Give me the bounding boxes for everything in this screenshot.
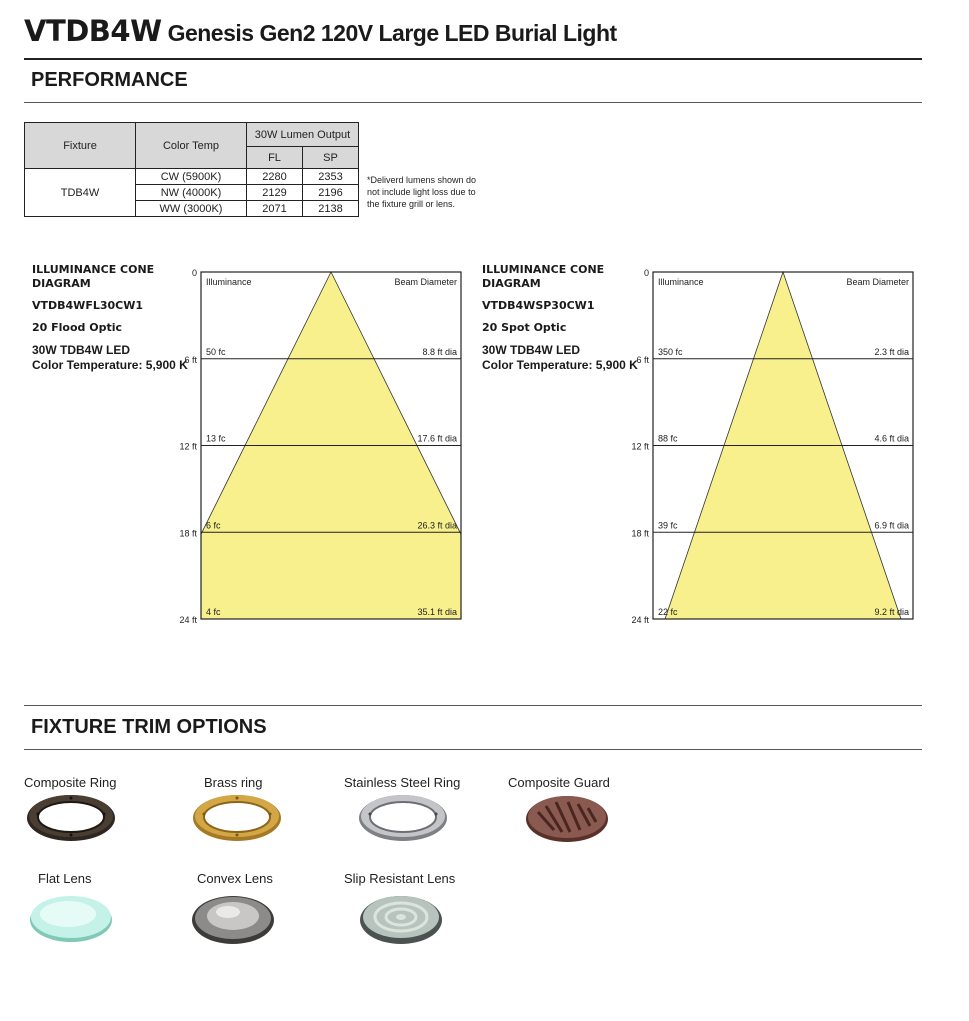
cone-info-spot: [482, 263, 638, 373]
table-cell-temp: NW (4000K): [136, 185, 247, 201]
trim-label: Stainless Steel Ring: [344, 775, 461, 790]
beam-diameter-value: 26.3 ft dia: [417, 520, 457, 531]
beam-diameter-value: 4.6 ft dia: [874, 433, 909, 444]
beam-diameter-value: 9.2 ft dia: [874, 607, 909, 617]
cone-heading: ILLUMINANCE CONE DIAGRAM: [32, 263, 155, 290]
lumen-note: *Deliverd lumens shown do not include light loss due to the fixture grill or lens.: [367, 175, 477, 209]
trim-label: Convex Lens: [197, 871, 273, 886]
table-header-output: 30W Lumen Output: [247, 123, 359, 147]
cone-led: 30W TDB4W LED: [32, 343, 131, 357]
model-number: VTDB4W: [24, 14, 162, 48]
cone-color-temp: Color Temperature: 5,900 K: [482, 358, 638, 372]
cone-info-flood: [32, 263, 188, 373]
distance-tick-label: 6 ft: [184, 354, 197, 365]
column-label-beam-diameter: Beam Diameter: [846, 277, 909, 287]
beam-diameter-value: 35.1 ft dia: [417, 607, 457, 617]
brass-ring-icon: [190, 792, 284, 844]
table-header-color-temp: Color Temp: [136, 123, 247, 169]
distance-tick-label: 18 ft: [631, 528, 649, 539]
beam-diameter-value: 6.9 ft dia: [874, 520, 909, 531]
distance-tick-label: 24 ft: [179, 615, 197, 625]
trim-label: Brass ring: [204, 775, 263, 790]
lumen-output-table: [24, 122, 359, 217]
table-header-fixture: Fixture: [25, 123, 136, 169]
composite-guard-icon: [524, 792, 610, 844]
beam-diameter-value: 17.6 ft dia: [417, 433, 457, 444]
distance-tick-label: 18 ft: [179, 528, 197, 539]
illuminance-value: 350 fc: [658, 346, 683, 357]
section-divider: [24, 749, 922, 750]
column-label-beam-diameter: Beam Diameter: [394, 277, 457, 287]
distance-tick-label: 0: [191, 268, 197, 278]
table-cell-fl: 2129: [247, 185, 303, 201]
illuminance-value: 88 fc: [658, 433, 678, 444]
cone-color-temp: Color Temperature: 5,900 K: [32, 358, 188, 372]
composite-ring-icon: [24, 792, 118, 844]
stainless-ring-icon: [356, 792, 450, 844]
cone-led: 30W TDB4W LED: [482, 343, 581, 357]
table-header-sp: SP: [303, 147, 359, 169]
table-cell-sp: 2196: [303, 185, 359, 201]
illuminance-value: 4 fc: [206, 607, 221, 617]
flat-lens-icon: [28, 890, 114, 944]
table-cell-temp: WW (3000K): [136, 201, 247, 217]
beam-diameter-value: 8.8 ft dia: [422, 346, 457, 357]
convex-lens-icon: [190, 890, 276, 946]
distance-tick-label: 12 ft: [631, 441, 649, 452]
section-title-performance: PERFORMANCE: [31, 69, 188, 91]
distance-tick-label: 12 ft: [179, 441, 197, 452]
section-divider: [24, 102, 922, 103]
trim-label: Slip Resistant Lens: [344, 871, 456, 886]
cone-part-number: VTDB4WFL30CW1: [32, 299, 144, 312]
table-cell-sp: 2138: [303, 201, 359, 217]
table-cell-temp: CW (5900K): [136, 169, 247, 185]
illuminance-value: 39 fc: [658, 520, 678, 531]
beam-diameter-value: 2.3 ft dia: [874, 346, 909, 357]
header-divider: [24, 58, 922, 60]
trim-label: Composite Ring: [24, 775, 117, 790]
cone-optic: 20 Flood Optic: [32, 321, 123, 334]
distance-tick-label: 6 ft: [636, 354, 649, 365]
table-cell-fixture: TDB4W: [25, 169, 136, 217]
illuminance-value: 50 fc: [206, 346, 226, 357]
table-cell-sp: 2353: [303, 169, 359, 185]
illuminance-value: 6 fc: [206, 520, 221, 531]
section-title-trims: FIXTURE TRIM OPTIONS: [31, 716, 267, 738]
distance-tick-label: 0: [643, 268, 649, 278]
column-label-illuminance: Illuminance: [206, 277, 252, 287]
cone-diagram-spot: [622, 262, 922, 634]
column-label-illuminance: Illuminance: [658, 277, 704, 287]
trim-label: Flat Lens: [38, 871, 92, 886]
distance-tick-label: 24 ft: [631, 615, 649, 625]
illuminance-value: 22 fc: [658, 607, 678, 617]
table-header-fl: FL: [247, 147, 303, 169]
product-title: [24, 14, 617, 49]
table-cell-fl: 2280: [247, 169, 303, 185]
cone-diagram-flood: [170, 262, 470, 634]
trim-label: Composite Guard: [508, 775, 610, 790]
product-description: Genesis Gen2 120V Large LED Burial Light: [167, 20, 617, 46]
slip-lens-icon: [358, 890, 444, 946]
table-cell-fl: 2071: [247, 201, 303, 217]
cone-part-number: VTDB4WSP30CW1: [482, 299, 595, 312]
cone-heading: ILLUMINANCE CONE DIAGRAM: [482, 263, 605, 290]
illuminance-value: 13 fc: [206, 433, 226, 444]
section-divider: [24, 705, 922, 706]
cone-optic: 20 Spot Optic: [482, 321, 567, 334]
